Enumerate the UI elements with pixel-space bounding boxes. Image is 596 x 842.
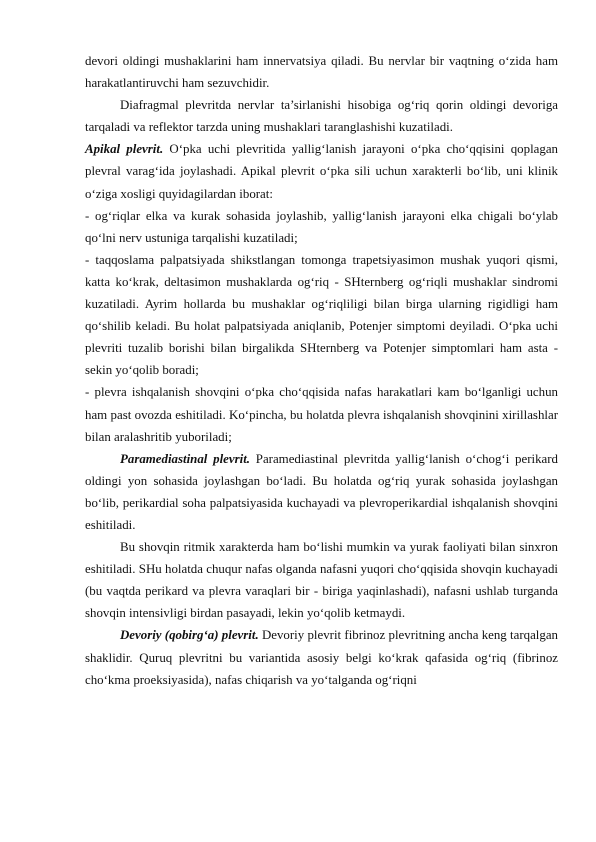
paragraph-text: Devoriy plevrit fibrinoz plevritning ancha keng tarqalgan shaklidir. Quruq plevritni bu variantida asosiy belgi ko‘krak qafasida og‘riq (fibrinoz cho‘kma proeksiyasida), nafas chiqarish va yo‘talganda og‘riqni <box>85 628 558 687</box>
paragraph-1 <box>85 50 558 94</box>
list-item-text: - og‘riqlar elka va kurak sohasida joylashib, yallig‘lanish jarayoni elka chigali bo‘ylab qo‘lni nerv ustuniga tarqalishi kuzatiladi; <box>85 208 558 245</box>
paragraph-text: Bu shovqin ritmik xarakterda ham bo‘lishi mumkin va yurak faoliyati bilan sinxron eshitiladi. SHu holatda chuqur nafas olganda nafasni yuqori cho‘qqisida shovqin kuchayadi (bu vaqtda perikard va plevra varaqlari bir - biriga yaqinlashadi), nafasni ushlab turganda shovqin intensivligi birdan pasayadi, lekin yo‘qolib ketmaydi. <box>85 540 558 621</box>
section-heading-paramediastinal: Paramediastinal plevrit. <box>120 451 251 466</box>
section-heading-apikal: Apikal plevrit. <box>85 142 164 157</box>
list-item-2 <box>85 249 558 382</box>
paragraph-8 <box>85 536 558 624</box>
paragraph-paramediastinal <box>85 448 558 536</box>
document-page <box>85 50 558 691</box>
paragraph-devoriy <box>85 624 558 690</box>
list-item-1 <box>85 205 558 249</box>
paragraph-text: O‘pka uchi plevritida yallig‘lanish jarayoni o‘pka cho‘qqisini qoplagan plevral varag‘ida joylashadi. Apikal plevrit o‘pka sili uchun xarakterli bo‘lib, uni klinik o‘ziga xosligi quyidagilardan iborat: <box>85 142 558 201</box>
paragraph-text: Paramediastinal plevritda yallig‘lanish o‘chog‘i perikard oldingi yon sohasida joylashgan bo‘ladi. Bu holatda og‘riq yurak sohasida joylashgan bo‘lib, perikardial soha palpatsiyasida kuchayadi va plevroperikardial ishqalanish shovqini eshitiladi. <box>85 451 558 532</box>
paragraph-text: devori oldingi mushaklarini ham innervatsiya qiladi. Bu nervlar bir vaqtning o‘zida ham harakatlantiruvchi ham sezuvchidir. <box>85 54 558 91</box>
list-item-3 <box>85 381 558 447</box>
paragraph-apikal <box>85 138 558 204</box>
section-heading-devoriy: Devoriy (qobirg‘a) plevrit. <box>120 628 259 643</box>
paragraph-text: Diafragmal plevritda nervlar ta’sirlanishi hisobiga og‘riq qorin oldingi devoriga tarqaladi va reflektor tarzda uning mushaklari taranglashishi kuzatiladi. <box>85 98 558 135</box>
list-item-text: - plevra ishqalanish shovqini o‘pka cho‘qqisida nafas harakatlari kam bo‘lganligi uchun ham past ovozda eshitiladi. Ko‘pincha, bu holatda plevra ishqalanish shovqinini xirillashlar bilan aralashritib yuboriladi; <box>85 385 558 444</box>
list-item-text: - taqqoslama palpatsiyada shikstlangan tomonga trapetsiyasimon mushak yuqori qismi, katta ko‘krak, deltasimon mushaklarda og‘riq - SHternberg og‘riqli mushaklar sindromi kuzatiladi. Ayrim hollarda bu mushaklar og‘riqliligi bilan birga ularning rigidligi ham qo‘shilib keladi. Bu holat palpatsiyada aniqlanib, Potenjer simptomi deyiladi. O‘pka uchi plevriti tuzalib borishi bilan birgalikda SHternberg va Potenjer simptomlari ham asta - sekin yo‘qolib boradi; <box>85 252 558 378</box>
paragraph-2 <box>85 94 558 138</box>
